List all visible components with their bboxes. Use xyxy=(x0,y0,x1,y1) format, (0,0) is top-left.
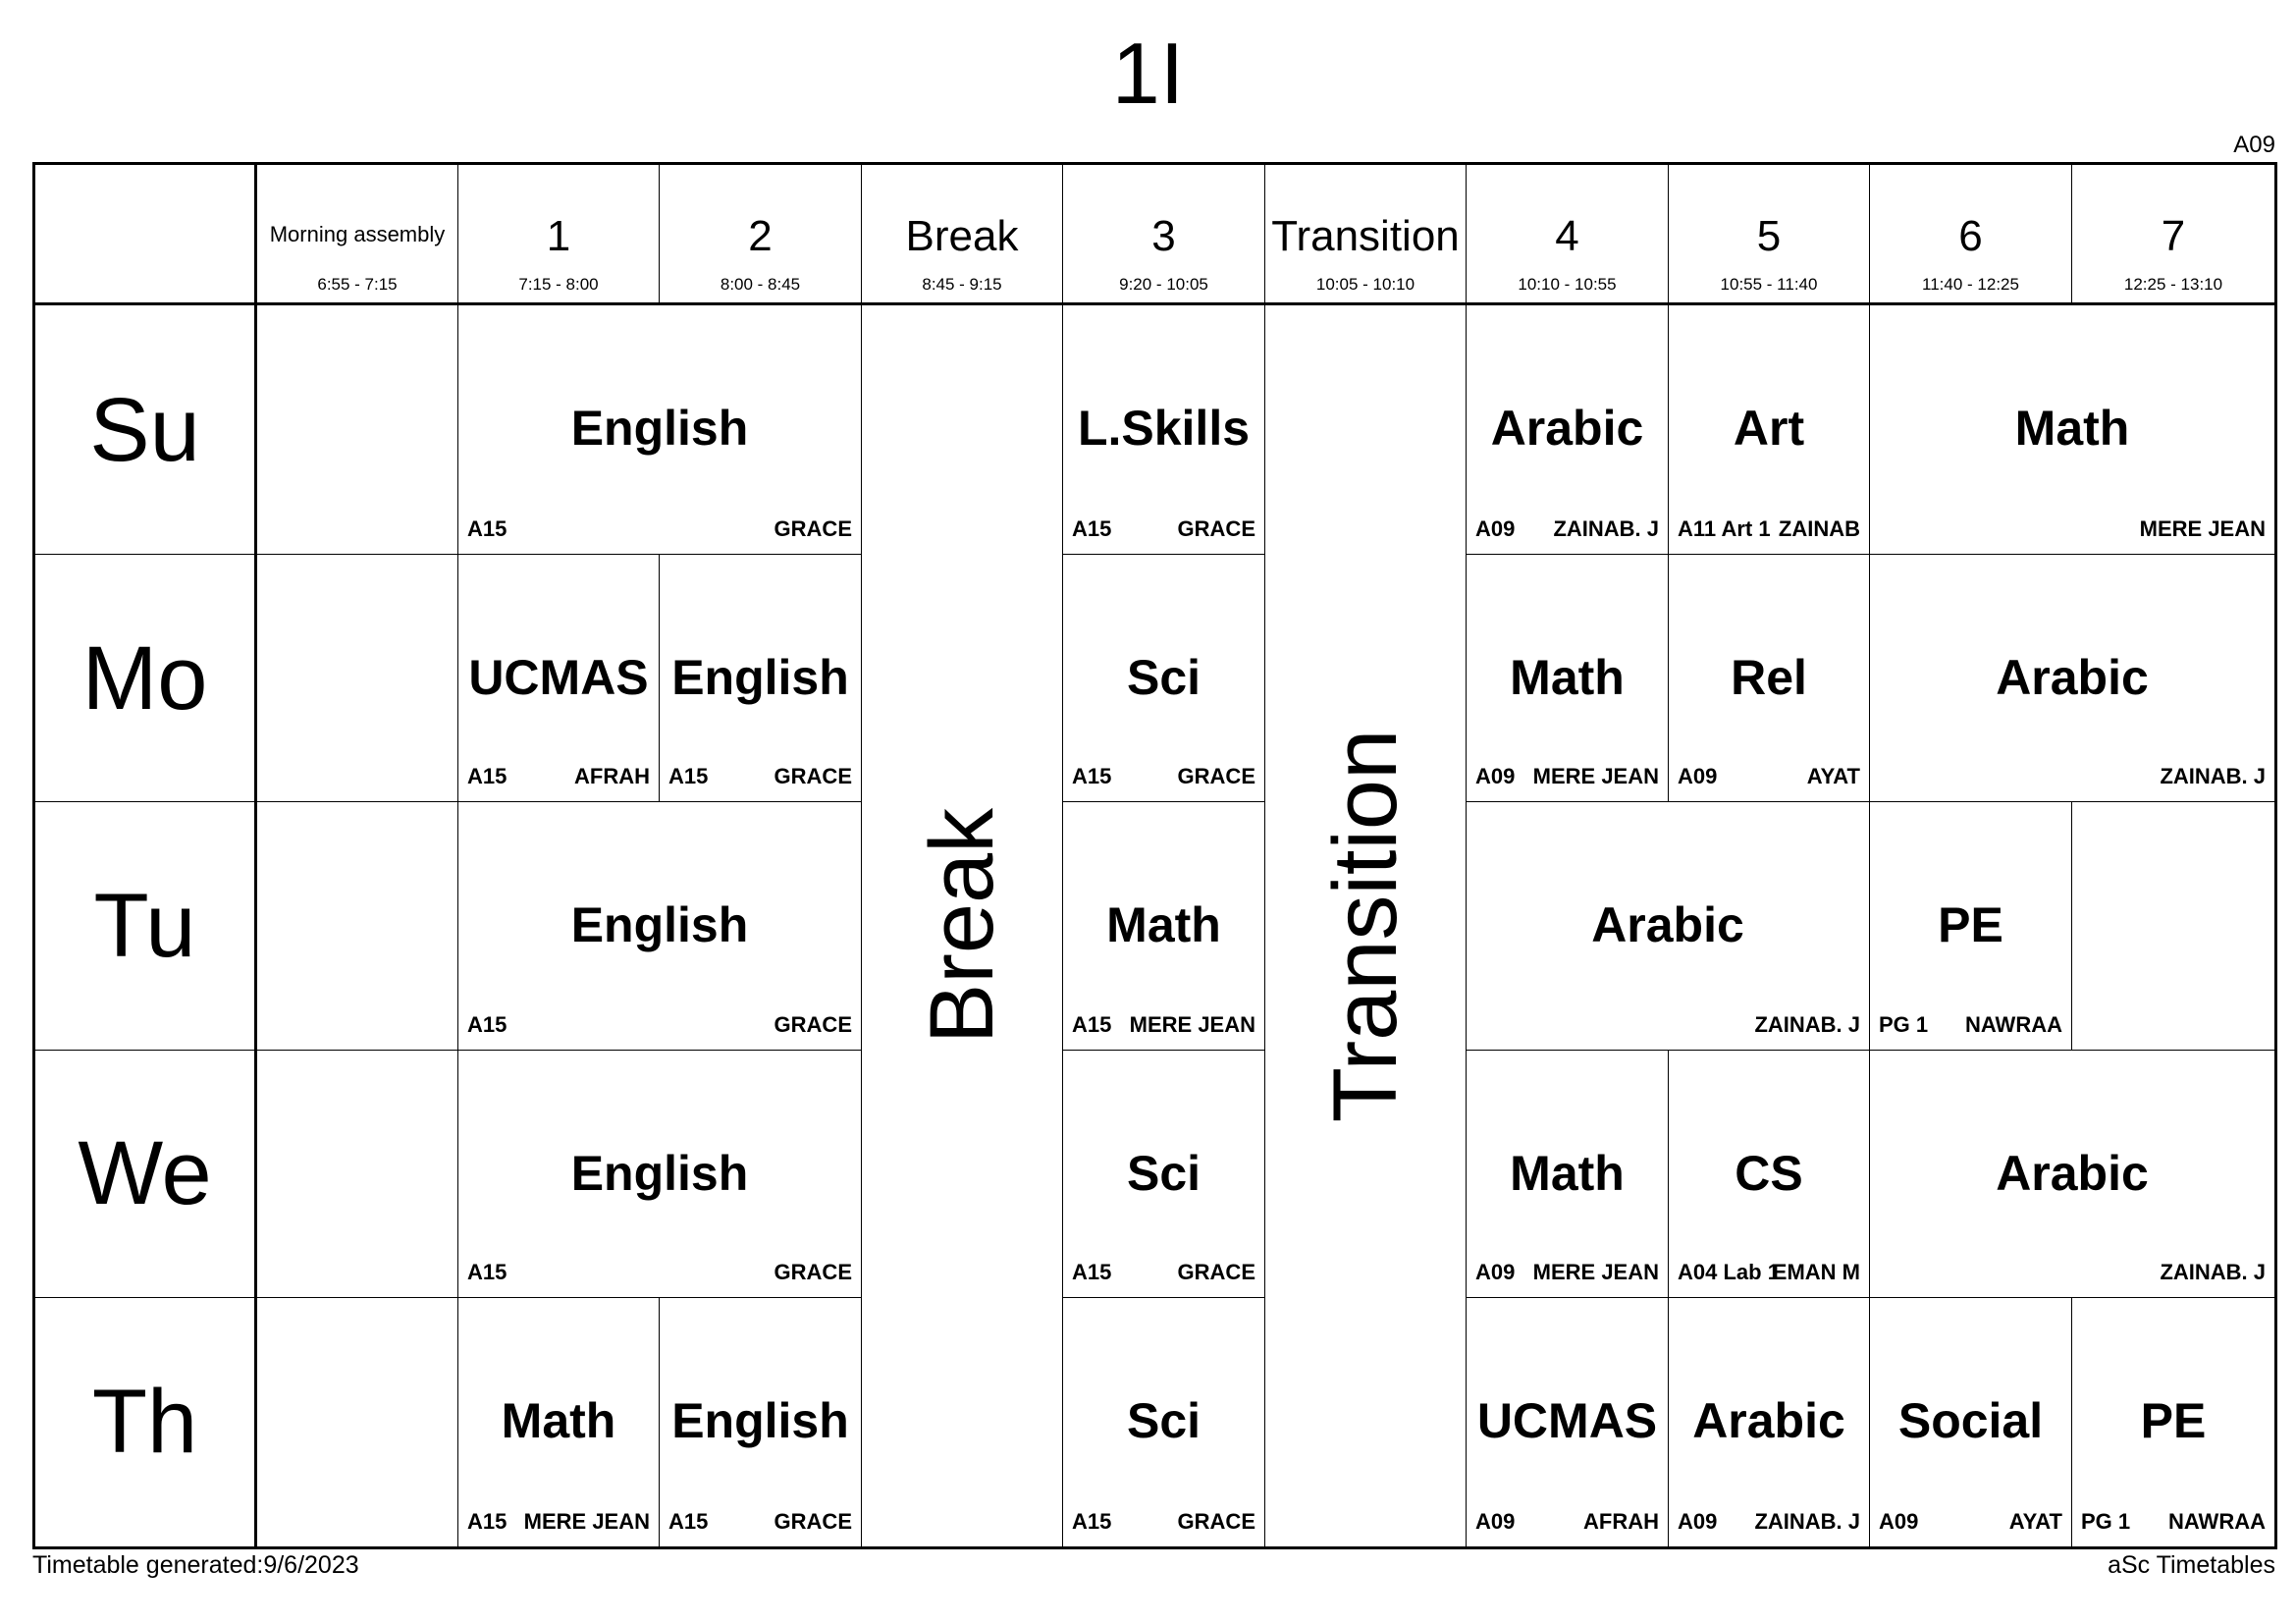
day-label: We xyxy=(34,1050,256,1297)
period-header: 1 7:15 - 8:00 xyxy=(458,164,660,304)
lesson-cell: L.Skills A15 GRACE xyxy=(1063,304,1265,555)
empty-slot xyxy=(256,1050,458,1297)
lesson-cell: Social A09 AYAT xyxy=(1870,1297,2072,1547)
period-header: 3 9:20 - 10:05 xyxy=(1063,164,1265,304)
lesson-cell: English A15 GRACE xyxy=(660,1297,862,1547)
lesson-cell: Math A09 MERE JEAN xyxy=(1467,555,1669,802)
transition-column: Transition xyxy=(1265,304,1467,1548)
timetable-title: 1I xyxy=(1111,25,1185,122)
lesson-cell: Arabic A09 ZAINAB. J xyxy=(1467,304,1669,555)
lesson-cell: Math MERE JEAN xyxy=(1870,304,2276,555)
day-label: Tu xyxy=(34,802,256,1050)
brand-credit: aSc Timetables xyxy=(2108,1551,2275,1579)
corner-cell xyxy=(34,164,256,304)
lesson-cell: Arabic ZAINAB. J xyxy=(1870,1050,2276,1297)
lesson-cell: Art A11 Art 1 ZAINAB xyxy=(1669,304,1870,555)
empty-slot xyxy=(256,304,458,555)
empty-slot xyxy=(256,802,458,1050)
room-code: A09 xyxy=(2233,132,2275,158)
lesson-cell: English A15 GRACE xyxy=(660,555,862,802)
day-label: Th xyxy=(34,1297,256,1547)
lesson-cell: CS A04 Lab 1 EMAN M xyxy=(1669,1050,1870,1297)
period-header: 6 11:40 - 12:25 xyxy=(1870,164,2072,304)
empty-slot xyxy=(2072,802,2276,1050)
day-label: Mo xyxy=(34,555,256,802)
period-header: Break 8:45 - 9:15 xyxy=(862,164,1063,304)
period-header: 5 10:55 - 11:40 xyxy=(1669,164,1870,304)
day-row-tu xyxy=(34,802,2276,1050)
break-column: Break xyxy=(862,304,1063,1548)
day-row-th xyxy=(34,1297,2276,1547)
period-header: 2 8:00 - 8:45 xyxy=(660,164,862,304)
period-header: 4 10:10 - 10:55 xyxy=(1467,164,1669,304)
lesson-cell: UCMAS A15 AFRAH xyxy=(458,555,660,802)
timetable-grid xyxy=(32,162,2277,1549)
lesson-cell: English A15 GRACE xyxy=(458,802,862,1050)
period-header: Morning assembly 6:55 - 7:15 xyxy=(256,164,458,304)
lesson-cell: Math A09 MERE JEAN xyxy=(1467,1050,1669,1297)
lesson-cell: Arabic A09 ZAINAB. J xyxy=(1669,1297,1870,1547)
day-row-we xyxy=(34,1050,2276,1297)
lesson-cell: English A15 GRACE xyxy=(458,1050,862,1297)
lesson-cell: Sci A15 GRACE xyxy=(1063,555,1265,802)
lesson-cell: Arabic ZAINAB. J xyxy=(1467,802,1870,1050)
day-row-mo xyxy=(34,555,2276,802)
day-row-su xyxy=(34,304,2276,555)
period-header-row xyxy=(34,164,2276,304)
generated-date: Timetable generated:9/6/2023 xyxy=(32,1551,359,1579)
lesson-cell: Math A15 MERE JEAN xyxy=(458,1297,660,1547)
period-header: 7 12:25 - 13:10 xyxy=(2072,164,2276,304)
period-header: Transition 10:05 - 10:10 xyxy=(1265,164,1467,304)
lesson-cell: Sci A15 GRACE xyxy=(1063,1050,1265,1297)
lesson-cell: PE PG 1 NAWRAA xyxy=(1870,802,2072,1050)
lesson-cell: PE PG 1 NAWRAA xyxy=(2072,1297,2276,1547)
empty-slot xyxy=(256,1297,458,1547)
lesson-cell: UCMAS A09 AFRAH xyxy=(1467,1297,1669,1547)
lesson-cell: Math A15 MERE JEAN xyxy=(1063,802,1265,1050)
day-label: Su xyxy=(34,304,256,555)
lesson-cell: Rel A09 AYAT xyxy=(1669,555,1870,802)
lesson-cell: Arabic ZAINAB. J xyxy=(1870,555,2276,802)
empty-slot xyxy=(256,555,458,802)
lesson-cell: Sci A15 GRACE xyxy=(1063,1297,1265,1547)
lesson-cell: English A15 GRACE xyxy=(458,304,862,555)
